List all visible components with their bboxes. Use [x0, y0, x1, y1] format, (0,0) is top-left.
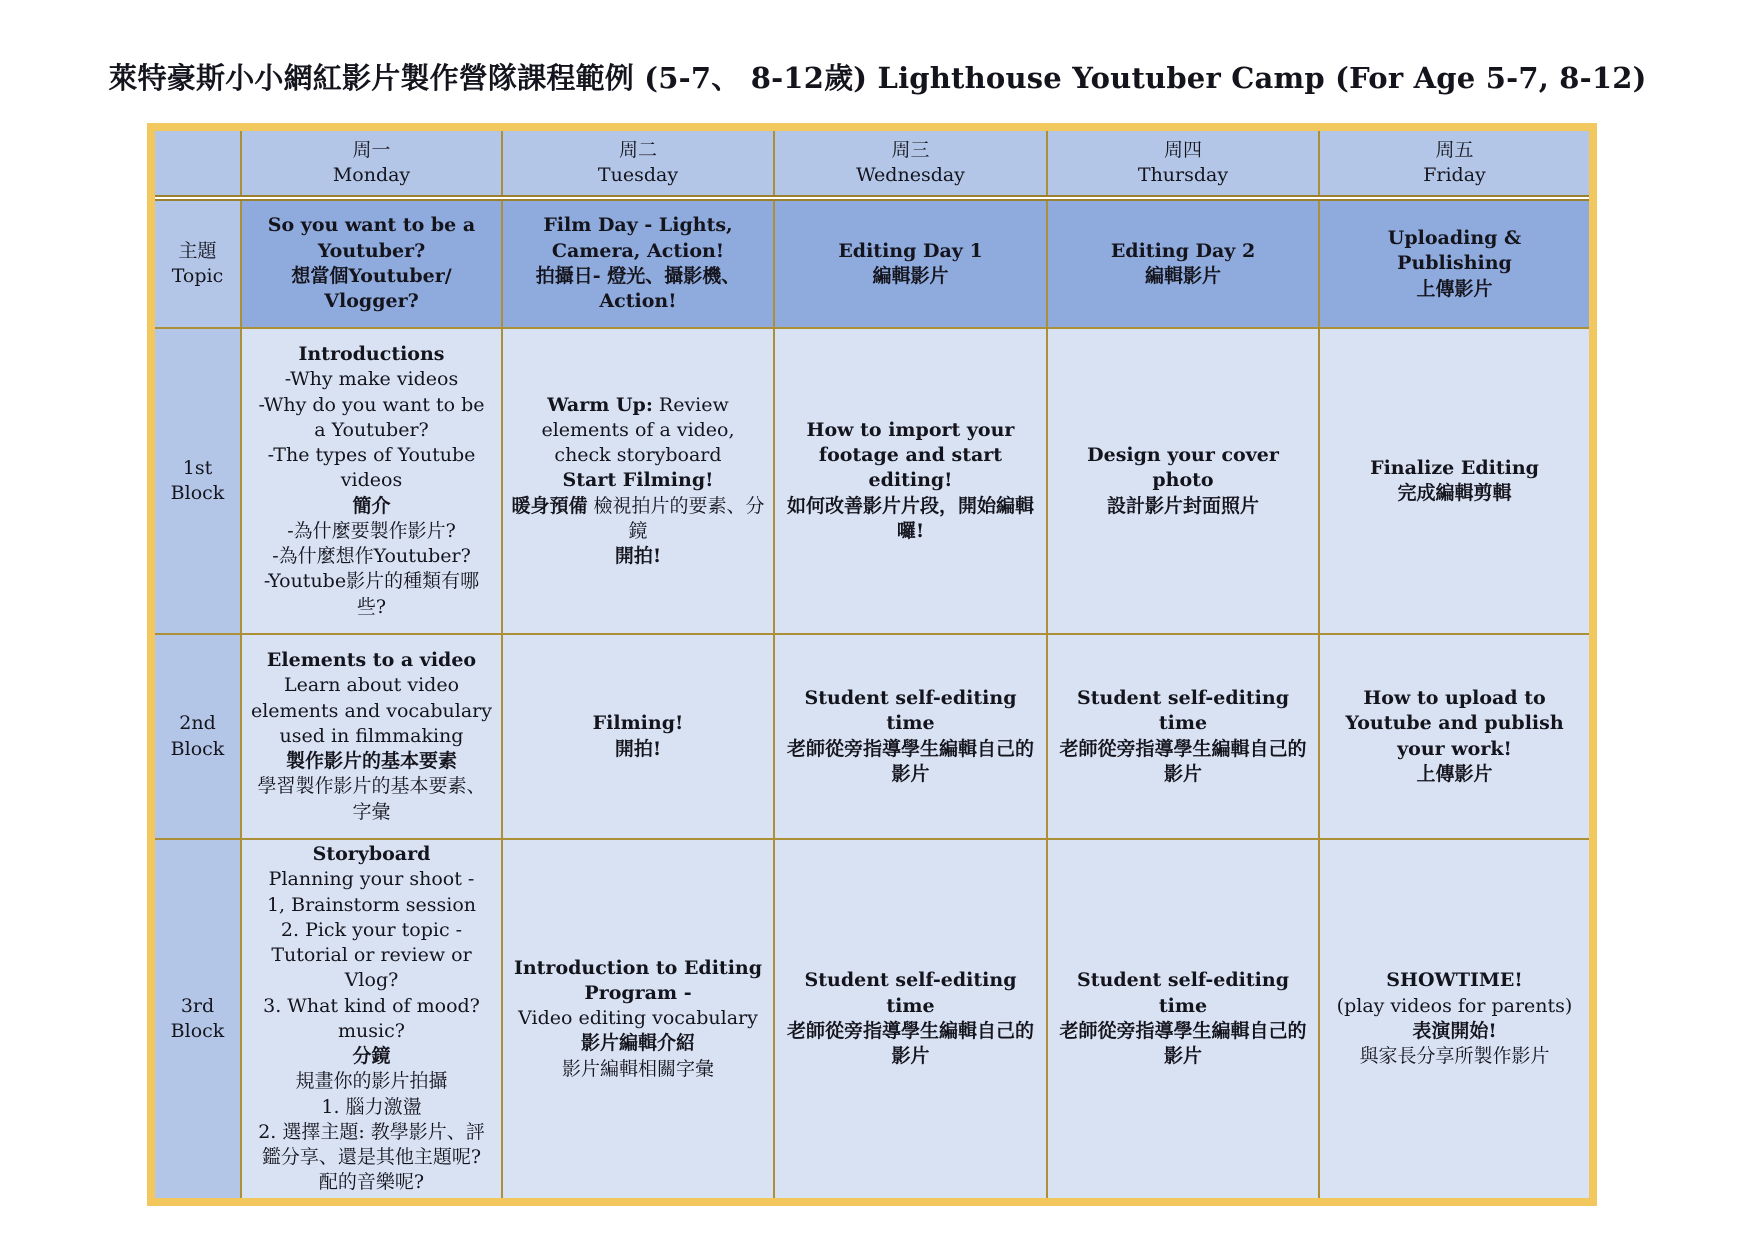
cell-text: Finalize Editing: [1370, 456, 1539, 479]
cell-line: [1056, 686, 1310, 737]
cell-topic-thursday: [1047, 198, 1319, 328]
cell-text: 檢視拍片的要素、分鏡: [587, 494, 765, 542]
cell-text: SHOWTIME!: [1386, 969, 1523, 992]
cell-text: So you want to be a Youtuber?: [267, 214, 476, 262]
cell-text: 老師從旁指導學生編輯自己的影片: [786, 1019, 1034, 1068]
cell-line: [250, 893, 493, 918]
cell-topic-tuesday: [502, 198, 774, 328]
cell-text: 學習製作影片的基本要素、字彙: [257, 775, 486, 823]
cell-line: [250, 443, 493, 494]
cell-text: Student self-editing time: [804, 969, 1017, 1017]
cell-line: [250, 918, 493, 994]
cell-block2-monday: [241, 634, 502, 839]
cell-line: [511, 1006, 765, 1031]
schedule-row-block1: [151, 328, 1593, 634]
day-name-zh: 周三: [891, 138, 930, 161]
cell-block1-monday: [241, 328, 502, 634]
cell-text: Editing Day 2: [1110, 239, 1256, 262]
cell-text: 完成編輯剪輯: [1397, 482, 1512, 504]
cell-text: -Youtube影片的種類有哪些?: [263, 570, 480, 618]
cell-line: [511, 468, 765, 493]
cell-line: [250, 544, 493, 569]
cell-line: [511, 737, 765, 762]
cell-text: 1, Brainstorm session: [266, 893, 477, 916]
cell-line: [1328, 994, 1581, 1019]
row-label-line: Block: [170, 737, 225, 760]
cell-block2-thursday: [1047, 634, 1319, 839]
day-header-row: [151, 127, 1593, 198]
cell-line: [1328, 686, 1581, 762]
cell-line: [250, 749, 493, 774]
cell-line: [511, 213, 765, 264]
cell-line: [250, 519, 493, 544]
cell-block1-friday: [1319, 328, 1593, 634]
cell-line: [1328, 762, 1581, 787]
row-label-line: Topic: [171, 265, 224, 287]
schedule-row-topic: [151, 198, 1593, 328]
day-name-en: Friday: [1423, 164, 1486, 186]
day-name-en: Tuesday: [597, 164, 679, 186]
row-label-line: 主題: [178, 239, 217, 262]
cell-line: [250, 774, 493, 825]
cell-text: 如何改善影片片段，開始編輯囉!: [786, 494, 1034, 542]
cell-text: Introductions: [298, 343, 445, 366]
cell-text: 1. 腦力激盪: [321, 1095, 422, 1118]
cell-text: Learn about video elements and vocabulary used in filmmaking: [250, 674, 493, 747]
cell-line: [1328, 1044, 1581, 1069]
cell-block3-friday: [1319, 839, 1593, 1202]
cell-line: [1328, 277, 1581, 302]
cell-text: -Why make videos: [284, 368, 459, 391]
cell-line: [1328, 1019, 1581, 1044]
row-label-block1: [151, 328, 241, 634]
cell-text: -The types of Youtube videos: [267, 444, 476, 492]
cell-text: Design your cover photo: [1087, 444, 1279, 492]
corner-cell: [151, 127, 241, 198]
cell-line: [511, 544, 765, 569]
cell-line: [250, 842, 493, 867]
cell-line: [250, 367, 493, 392]
cell-block2-wednesday: [774, 634, 1047, 839]
cell-text: 老師從旁指導學生編輯自己的影片: [786, 737, 1034, 785]
cell-text: Editing Day 1: [838, 239, 983, 262]
cell-text: 編輯影片: [1144, 265, 1221, 287]
cell-line: [783, 968, 1038, 1019]
cell-text: 與家長分享所製作影片: [1359, 1045, 1550, 1068]
cell-line: [1328, 226, 1581, 277]
cell-text: 簡介: [352, 494, 391, 517]
cell-text: How to upload to Youtube and publish your work!: [1345, 686, 1564, 760]
cell-text: Film Day - Lights, Camera, Action!: [543, 214, 733, 262]
cell-line: [1056, 737, 1310, 788]
cell-text: How to import your footage and start editing!: [806, 418, 1015, 492]
cell-line: [1056, 1019, 1310, 1070]
day-name-zh: 周一: [352, 138, 391, 161]
day-header-monday: [241, 127, 502, 198]
cell-line: [250, 1170, 493, 1195]
cell-line: [511, 264, 765, 315]
cell-line: [1056, 264, 1310, 289]
day-name-en: Monday: [332, 164, 411, 186]
day-name-zh: 周二: [618, 138, 657, 161]
cell-text: (play videos for parents): [1336, 994, 1573, 1017]
cell-text: 編輯影片: [872, 265, 949, 287]
row-label-topic: [151, 198, 241, 328]
cell-text: Elements to a video: [266, 649, 477, 672]
cell-topic-monday: [241, 198, 502, 328]
row-label-block3: [151, 839, 241, 1202]
day-header-friday: [1319, 127, 1593, 198]
cell-line: [1328, 456, 1581, 481]
cell-text: 2. 選擇主題: 教學影片、評鑑分享、還是其他主題呢?: [258, 1120, 485, 1169]
cell-line: [783, 418, 1038, 494]
cell-line: [783, 239, 1038, 264]
cell-block3-monday: [241, 839, 502, 1202]
cell-block3-tuesday: [502, 839, 774, 1202]
cell-line: [1328, 968, 1581, 993]
cell-line: [250, 494, 493, 519]
cell-text: 3. What kind of mood? music?: [263, 994, 480, 1042]
cell-text: -Why do you want to be a Youtuber?: [258, 393, 485, 441]
cell-block2-friday: [1319, 634, 1593, 839]
row-label-block2: [151, 634, 241, 839]
row-label-line: 3rd: [180, 994, 215, 1017]
cell-line: [1056, 239, 1310, 264]
cell-text: 配的音樂呢?: [318, 1171, 425, 1194]
cell-text: Planning your shoot -: [268, 868, 475, 891]
cell-text: 上傳影片: [1416, 277, 1493, 300]
cell-line: [250, 994, 493, 1045]
schedule-row-block3: [151, 839, 1593, 1202]
cell-line: [511, 711, 765, 736]
cell-topic-friday: [1319, 198, 1593, 328]
cell-line: [250, 673, 493, 749]
cell-line: [250, 264, 493, 315]
day-name-en: Wednesday: [856, 164, 965, 186]
cell-text: Review elements of a video, check storyboard: [541, 393, 735, 467]
day-name-zh: 周五: [1435, 138, 1474, 161]
cell-text: -為什麼想作Youtuber?: [272, 545, 471, 568]
cell-line: [250, 1095, 493, 1120]
cell-line: [783, 1019, 1038, 1070]
cell-line: [511, 956, 765, 1007]
cell-text: 表演開始!: [1412, 1019, 1497, 1042]
cell-text: Student self-editing time: [1077, 686, 1289, 735]
cell-text: 開拍!: [614, 737, 662, 760]
row-label-line: Block: [170, 482, 225, 504]
cell-text: 老師從旁指導學生編輯自己的影片: [1059, 737, 1307, 785]
cell-text: 影片編輯相關字彙: [561, 1057, 714, 1080]
cell-text: 暖身預備: [511, 494, 588, 517]
cell-text: Uploading & Publishing: [1387, 227, 1522, 275]
cell-line: [783, 737, 1038, 788]
cell-text: Start Filming!: [562, 469, 714, 492]
cell-line: [511, 1031, 765, 1056]
cell-line: [1328, 481, 1581, 506]
cell-text: -為什麼要製作影片?: [287, 519, 456, 542]
cell-text: 2. Pick your topic - Tutorial or review or Vlog?: [271, 918, 472, 992]
cell-line: [783, 686, 1038, 737]
cell-text: 老師從旁指導學生編輯自己的影片: [1059, 1019, 1307, 1068]
cell-line: [511, 1057, 765, 1082]
cell-block1-tuesday: [502, 328, 774, 634]
cell-line: [250, 393, 493, 444]
cell-text: Filming!: [592, 712, 684, 735]
cell-text: Student self-editing time: [804, 686, 1017, 735]
cell-text: Video editing vocabulary: [518, 1007, 758, 1030]
row-label-line: 1st: [182, 456, 213, 479]
cell-block1-wednesday: [774, 328, 1047, 634]
page-title: 萊特豪斯小小網紅影片製作營隊課程範例 (5-7、 8-12歲) Lighthouse Youtuber Camp (For Age 5-7, 8-12): [108, 61, 1647, 95]
cell-line: [250, 867, 493, 892]
day-name-zh: 周四: [1163, 138, 1202, 161]
cell-line: [511, 393, 765, 469]
cell-line: [250, 569, 493, 620]
cell-line: [783, 494, 1038, 545]
day-header-wednesday: [774, 127, 1047, 198]
cell-line: [511, 494, 765, 545]
cell-text: Introduction to Editing Program -: [513, 956, 763, 1004]
cell-text: Student self-editing time: [1077, 969, 1289, 1017]
cell-block2-tuesday: [502, 634, 774, 839]
cell-block3-thursday: [1047, 839, 1319, 1202]
row-label-line: 2nd: [179, 712, 216, 735]
cell-block3-wednesday: [774, 839, 1047, 1202]
cell-text: 製作影片的基本要素: [285, 750, 457, 773]
cell-line: [1056, 968, 1310, 1019]
cell-line: [250, 648, 493, 673]
cell-text: 拍攝日- 燈光、攝影機、Action!: [535, 265, 741, 313]
cell-line: [250, 342, 493, 367]
cell-text: 影片編輯介紹: [580, 1032, 695, 1055]
day-header-thursday: [1047, 127, 1319, 198]
cell-text: 設計影片封面照片: [1106, 494, 1259, 517]
day-name-en: Thursday: [1137, 164, 1229, 186]
schedule-table: [147, 123, 1597, 1206]
cell-text: 上傳影片: [1416, 762, 1493, 785]
cell-text: Storyboard: [312, 843, 431, 865]
row-label-line: Block: [170, 1019, 225, 1042]
cell-topic-wednesday: [774, 198, 1047, 328]
cell-text: 想當個Youtuber/ Vlogger?: [291, 265, 452, 313]
cell-line: [1056, 443, 1310, 494]
cell-block1-thursday: [1047, 328, 1319, 634]
cell-line: [250, 1044, 493, 1069]
cell-text: 分鏡: [352, 1045, 391, 1068]
cell-text: Warm Up:: [547, 393, 653, 416]
cell-text: 規畫你的影片拍攝: [295, 1070, 448, 1093]
cell-line: [1056, 494, 1310, 519]
schedule-row-block2: [151, 634, 1593, 839]
cell-line: [250, 1120, 493, 1171]
cell-line: [250, 213, 493, 264]
cell-line: [250, 1069, 493, 1094]
cell-text: 開拍!: [614, 545, 662, 568]
cell-line: [783, 264, 1038, 289]
day-header-tuesday: [502, 127, 774, 198]
